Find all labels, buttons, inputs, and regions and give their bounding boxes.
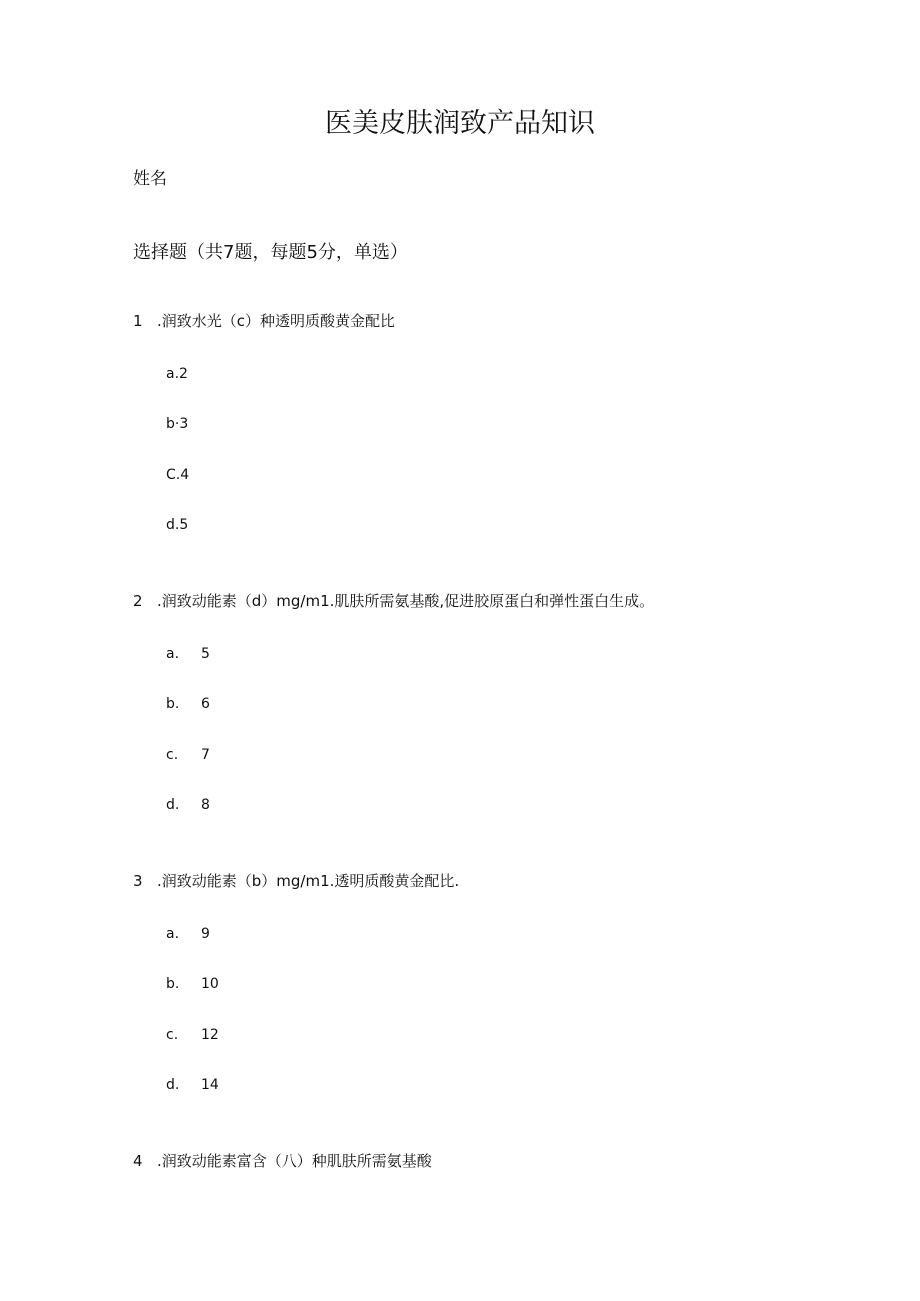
- question-text: .润致水光（c）种透明质酸黄金配比: [157, 312, 396, 330]
- section-title: 选择题（共7题，每题5分，单选）: [133, 242, 408, 263]
- option-value: 9: [201, 926, 210, 942]
- question-number: 4: [133, 1152, 143, 1170]
- option-3a: [166, 924, 210, 944]
- option-2c: [166, 745, 210, 765]
- option-3b: [166, 974, 219, 994]
- question-number: 1: [133, 312, 143, 330]
- option-letter: d.: [166, 797, 180, 813]
- question-number: 3: [133, 872, 143, 890]
- option-letter: c.: [166, 747, 179, 763]
- option-letter: c.: [166, 1027, 179, 1043]
- question-text: .润致动能素（d）mg/m1.肌肤所需氨基酸,促进胶原蛋白和弹性蛋白生成。: [157, 592, 655, 610]
- option-value: 10: [201, 976, 219, 992]
- option-1d: d.5: [166, 517, 189, 533]
- option-2b: [166, 694, 210, 714]
- option-3c: [166, 1025, 219, 1045]
- option-value: 8: [201, 797, 210, 813]
- option-2a: [166, 644, 210, 664]
- question-text: .润致动能素富含（八）种肌肤所需氨基酸: [157, 1152, 432, 1170]
- option-2d: [166, 795, 210, 815]
- option-value: 14: [201, 1077, 219, 1093]
- option-letter: a.: [166, 646, 180, 662]
- option-value: 5: [201, 646, 210, 662]
- document-title: 医美皮肤润致产品知识: [325, 108, 595, 139]
- option-letter: a.: [166, 926, 180, 942]
- question-text: .润致动能素（b）mg/m1.透明质酸黄金配比.: [157, 872, 460, 890]
- option-letter: b.: [166, 976, 180, 992]
- option-value: 7: [201, 747, 210, 763]
- option-value: 12: [201, 1027, 219, 1043]
- question-4: [133, 1150, 432, 1172]
- option-1b: b·3: [166, 416, 189, 432]
- option-3d: [166, 1075, 219, 1095]
- question-2: [133, 590, 654, 612]
- question-1: [133, 310, 395, 332]
- option-letter: d.: [166, 1077, 180, 1093]
- option-letter: b.: [166, 696, 180, 712]
- question-number: 2: [133, 592, 143, 610]
- option-value: 6: [201, 696, 210, 712]
- question-3: [133, 870, 459, 892]
- option-1c: C.4: [166, 467, 190, 483]
- name-label: 姓名: [133, 169, 167, 189]
- option-1a: a.2: [166, 366, 188, 382]
